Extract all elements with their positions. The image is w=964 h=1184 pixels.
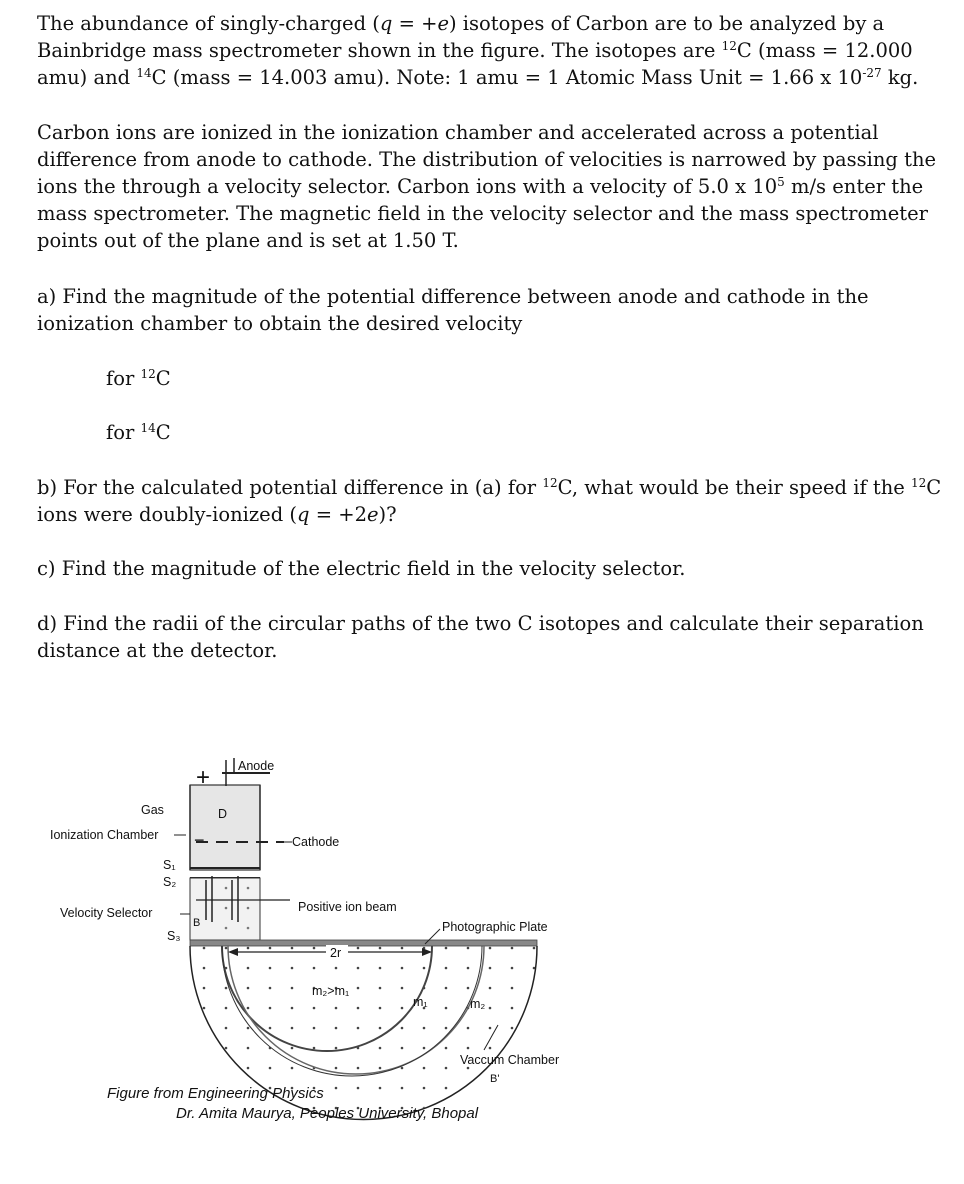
ionization-chamber-box bbox=[190, 785, 260, 870]
m1-label: m₁ bbox=[413, 995, 428, 1009]
question-a: a) Find the magnitude of the potential difference between anode and cathode in the ionization chamber to obtain the desired velocity bbox=[37, 285, 869, 335]
two-r-label: 2r bbox=[330, 946, 342, 960]
minus-sign: − bbox=[194, 830, 205, 850]
question-d: d) Find the radii of the circular paths of the two C isotopes and calculate their separation distance at the detector. bbox=[37, 612, 924, 662]
s3-label: S₃ bbox=[167, 929, 181, 943]
gas-label: Gas bbox=[141, 803, 164, 817]
photographic-plate-label: Photographic Plate bbox=[442, 920, 548, 934]
s2-label: S₂ bbox=[163, 875, 177, 889]
question-b: b) For the calculated potential difference in (a) for $^{12}$C, what would be their speed if the $^{12}$C ions were doubly-ionized (q = +2e)? bbox=[37, 476, 942, 526]
d-label: D bbox=[218, 807, 228, 821]
question-c: c) Find the magnitude of the electric field in the velocity selector. bbox=[37, 557, 686, 580]
photographic-plate bbox=[190, 940, 537, 946]
positive-ion-beam-label: Positive ion beam bbox=[298, 900, 397, 914]
plus-sign: + bbox=[196, 764, 211, 791]
anode-label: Anode bbox=[238, 759, 275, 773]
b-label: B bbox=[193, 917, 201, 929]
velocity-selector bbox=[180, 876, 290, 940]
question-a-part2: for $^{14}$C bbox=[106, 421, 171, 444]
ionization-chamber-label: Ionization Chamber bbox=[50, 828, 159, 842]
figure-caption-line1: Figure from Engineering Physics bbox=[107, 1085, 324, 1102]
setup-paragraph: Carbon ions are ionized in the ionization chamber and accelerated across a potential difference from anode to cathode. The distribution of velocities is narrowed by passing the ions the through a velocity selector. Carbon ions with a velocity of 5.0 x $10^5$ m/s enter the mass spectrometer. The magnetic field in the velocity selector and the mass spectrometer points out of the plane and is set at 1.50 T. bbox=[37, 121, 937, 252]
m2-gt-m1-label: m₂>m₁ bbox=[312, 984, 350, 998]
m2-label: m₂ bbox=[470, 997, 486, 1011]
s1-label: S₁ bbox=[163, 858, 176, 872]
cathode-label: Cathode bbox=[292, 835, 340, 849]
b-prime-label: B' bbox=[490, 1073, 500, 1085]
question-a-part1: for $^{12}$C bbox=[106, 367, 171, 390]
velocity-selector-label: Velocity Selector bbox=[60, 906, 153, 920]
intro-paragraph: The abundance of singly-charged (q = +e) isotopes of Carbon are to be analyzed by a Bainbridge mass spectrometer shown in the figure. The isotopes are $^{12}$C (mass = 12.000 amu) and $^{14}$C (mass = 14.003 amu). Note: 1 amu = 1 Atomic Mass Unit = 1.66 x $10^{-27}$ kg. bbox=[37, 12, 919, 89]
vaccum-chamber-label: Vaccum Chamber bbox=[460, 1053, 560, 1067]
figure-caption-line2: Dr. Amita Maurya, Peoples University, Bhopal bbox=[176, 1105, 479, 1122]
